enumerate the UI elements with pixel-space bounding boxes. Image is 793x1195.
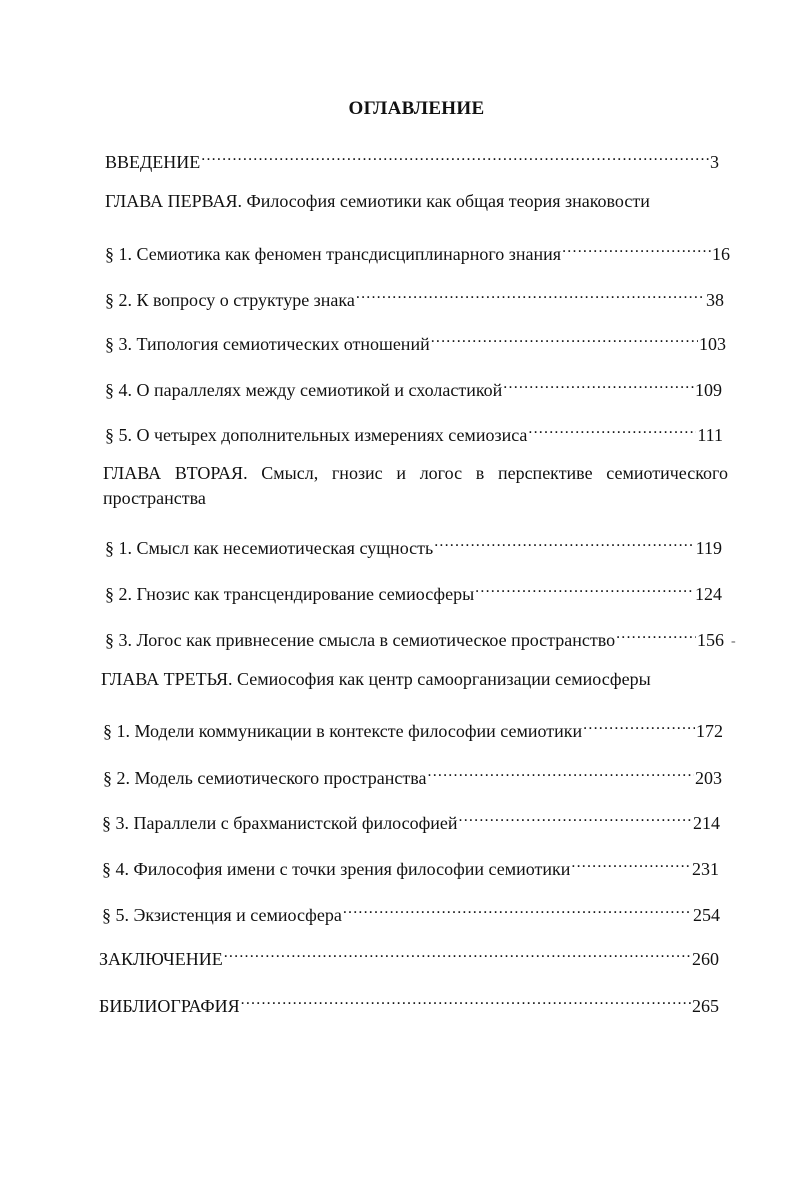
dot-leader: [241, 990, 691, 1012]
toc-entry-label: ВВЕДЕНИЕ: [105, 152, 201, 172]
toc-entry-ch3-s1: [103, 715, 723, 742]
toc-entry-label: БИБЛИОГРАФИЯ: [99, 996, 240, 1016]
toc-entry-page: 214: [693, 813, 720, 833]
toc-entry-page: 124: [695, 584, 722, 604]
dot-leader: [434, 532, 694, 554]
toc-entry-page: 172: [696, 721, 723, 741]
dot-leader: [431, 328, 698, 350]
toc-entry-page: 203: [695, 768, 722, 788]
toc-entry-ch1-s5: [105, 419, 723, 446]
chapter-2-heading: [103, 461, 728, 511]
toc-entry-conclusion: [99, 943, 719, 970]
toc-entry-page: 260: [692, 949, 719, 969]
toc-entry-ch3-s3: [102, 807, 720, 834]
toc-entry-label: ЗАКЛЮЧЕНИЕ: [99, 949, 223, 969]
toc-entry-page: 119: [695, 538, 722, 558]
toc-entry-label: § 4. Философия имени с точки зрения философии семиотики: [102, 859, 571, 879]
toc-entry-page: 103: [699, 334, 726, 354]
toc-entry-page: 109: [695, 380, 722, 400]
page-title: ОГЛАВЛЕНИЕ: [348, 98, 485, 119]
toc-entry-introduction: [105, 146, 719, 173]
dot-leader: [503, 374, 694, 396]
toc-entry-label: § 3. Параллели с брахманистской философией: [102, 813, 458, 833]
chapter-2-heading-line-2: пространства: [103, 488, 206, 508]
dot-leader: [201, 146, 709, 168]
chapter-2-heading-line-1: ГЛАВА ВТОРАЯ. Смысл, гнозис и логос в перспективе семиотического: [103, 463, 728, 483]
dot-leader: [428, 762, 695, 784]
toc-entry-label: § 3. Логос как привнесение смысла в семиотическое пространство: [105, 630, 616, 650]
toc-entry-ch3-s5: [102, 899, 720, 926]
toc-entry-label: § 2. К вопросу о структуре знака: [105, 290, 355, 310]
toc-entry-page: 3: [710, 152, 719, 172]
dot-leader: [475, 578, 694, 600]
dot-leader: [528, 419, 696, 441]
dot-leader: [571, 853, 691, 875]
toc-entry-ch1-s4: [105, 374, 722, 401]
dot-leader: [356, 284, 705, 306]
toc-entry-page: 16: [712, 244, 730, 264]
toc-entry-label: § 4. О параллелях между семиотикой и схоластикой: [105, 380, 503, 400]
toc-entry-bibliography: [99, 990, 719, 1017]
toc-entry-label: § 5. О четырех дополнительных измерениях семиозиса: [105, 425, 528, 445]
toc-entry-ch3-s4: [102, 853, 719, 880]
dot-leader: [459, 807, 692, 829]
toc-entry-label: § 2. Модель семиотического пространства: [103, 768, 427, 788]
chapter-1-heading: ГЛАВА ПЕРВАЯ. Философия семиотики как общая теория знаковости: [105, 191, 650, 211]
toc-entry-page: 38: [706, 290, 724, 310]
toc-entry-ch3-s2: [103, 762, 722, 789]
toc-entry-label: § 3. Типология семиотических отношений: [105, 334, 430, 354]
margin-mark: -: [731, 634, 736, 649]
toc-entry-page: 254: [693, 905, 720, 925]
toc-entry-label: § 1. Семиотика как феномен трансдисциплинарного знания: [105, 244, 562, 264]
toc-entry-label: § 2. Гнозис как трансцендирование семиосферы: [105, 584, 475, 604]
dot-leader: [224, 943, 691, 965]
dot-leader: [583, 715, 695, 737]
toc-entry-ch2-s1: [105, 532, 722, 559]
toc-entry-page: 265: [692, 996, 719, 1016]
toc-entry-label: § 1. Смысл как несемиотическая сущность: [105, 538, 434, 558]
toc-entry-label: § 5. Экзистенция и семиосфера: [102, 905, 342, 925]
dot-leader: [343, 899, 692, 921]
toc-entry-page: 156: [697, 630, 724, 650]
toc-entry-page: 231: [692, 859, 719, 879]
toc-entry-label: § 1. Модели коммуникации в контексте философии семиотики: [103, 721, 583, 741]
dot-leader: [562, 238, 711, 260]
dot-leader: [616, 624, 696, 646]
toc-entry-ch1-s1: [105, 238, 730, 265]
toc-entry-ch1-s2: [105, 284, 724, 311]
toc-entry-ch2-s2: [105, 578, 722, 605]
chapter-3-heading: ГЛАВА ТРЕТЬЯ. Семиософия как центр самоорганизации семиосферы: [101, 669, 651, 689]
toc-entry-ch1-s3: [105, 328, 726, 355]
toc-entry-ch2-s3: [105, 624, 724, 651]
toc-entry-page: 111: [697, 425, 723, 445]
